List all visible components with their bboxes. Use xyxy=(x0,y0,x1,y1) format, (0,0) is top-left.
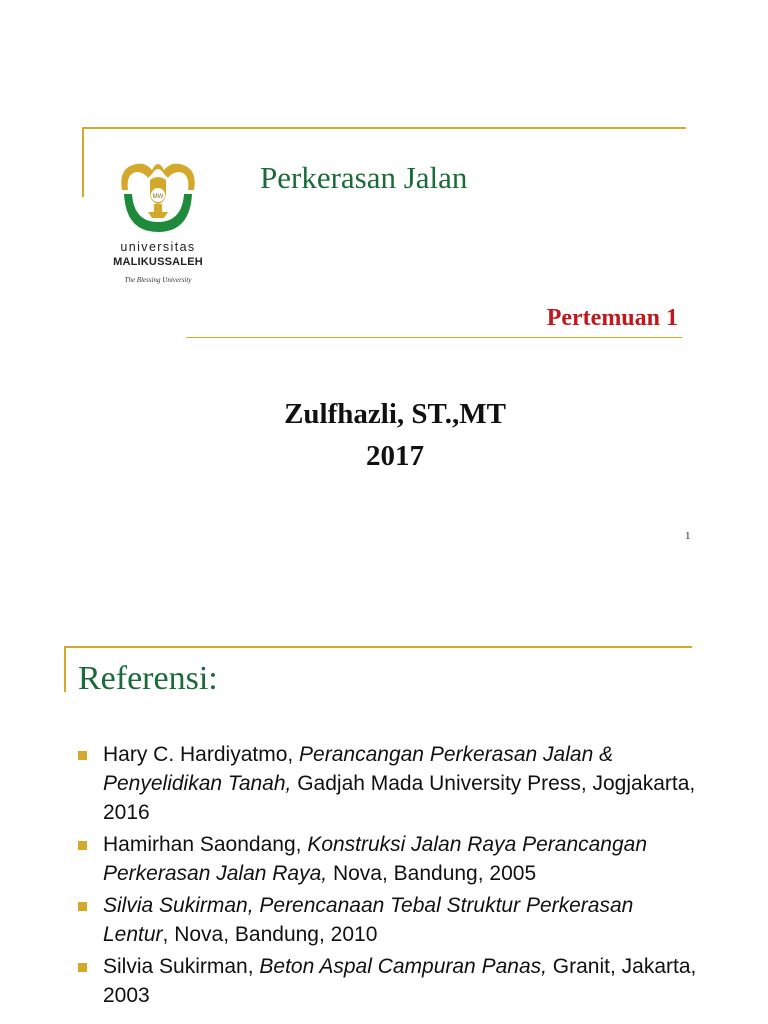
bullet-square-icon xyxy=(78,751,87,760)
reference-author: Hamirhan Saondang, xyxy=(103,833,308,856)
presentation-year: 2017 xyxy=(366,440,424,472)
top-border-line xyxy=(82,127,686,129)
university-logo xyxy=(108,150,208,245)
logo-tagline: The Blessing University xyxy=(124,276,192,284)
reference-item xyxy=(78,740,698,827)
page-number: 1 xyxy=(685,530,691,542)
author-block xyxy=(0,393,768,477)
logo-text-universitas: universitas xyxy=(120,240,196,254)
reference-item xyxy=(78,952,698,1010)
reference-title: Konstruksi Jalan Raya Perancangan Perkerasan Jalan Raya, xyxy=(103,833,648,885)
university-emblem-icon xyxy=(108,150,208,240)
reference-publisher: Nova, Bandung, 2005 xyxy=(327,862,537,885)
bullet-square-icon xyxy=(78,963,87,972)
left-border-line xyxy=(64,646,66,692)
references-slide xyxy=(0,600,768,1024)
reference-item xyxy=(78,830,698,888)
reference-publisher: Granit, Jakarta, 2003 xyxy=(103,955,697,1007)
reference-title: Beton Aspal Campuran Panas, xyxy=(259,955,547,978)
slide-subtitle: Pertemuan 1 xyxy=(546,305,678,331)
bullet-square-icon xyxy=(78,902,87,911)
subtitle-underline xyxy=(186,337,682,338)
reference-item xyxy=(78,891,698,949)
top-border-line xyxy=(64,646,692,648)
reference-author: Hary C. Hardiyatmo, xyxy=(103,743,300,766)
author-name: Zulfhazli, ST.,MT xyxy=(284,398,506,430)
reference-title: Perancangan Perkerasan Jalan & Penyelidikan Tanah, xyxy=(103,743,614,795)
references-list xyxy=(78,740,698,1013)
reference-publisher: Gadjah Mada University Press, Jogjakarta, 2016 xyxy=(103,772,696,824)
svg-text:MW: MW xyxy=(152,194,164,200)
logo-text-malikussaleh: MALIKUSSALEH xyxy=(113,256,203,268)
slide-title: Perkerasan Jalan xyxy=(260,160,468,195)
reference-author: Silvia Sukirman, xyxy=(103,955,260,978)
bullet-square-icon xyxy=(78,841,87,850)
reference-title: Silvia Sukirman, Perencanaan Tebal Struktur Perkerasan Lentur xyxy=(103,894,634,946)
left-border-line xyxy=(82,127,84,197)
references-title: Referensi: xyxy=(78,660,218,697)
reference-publisher: , Nova, Bandung, 2010 xyxy=(162,923,378,946)
